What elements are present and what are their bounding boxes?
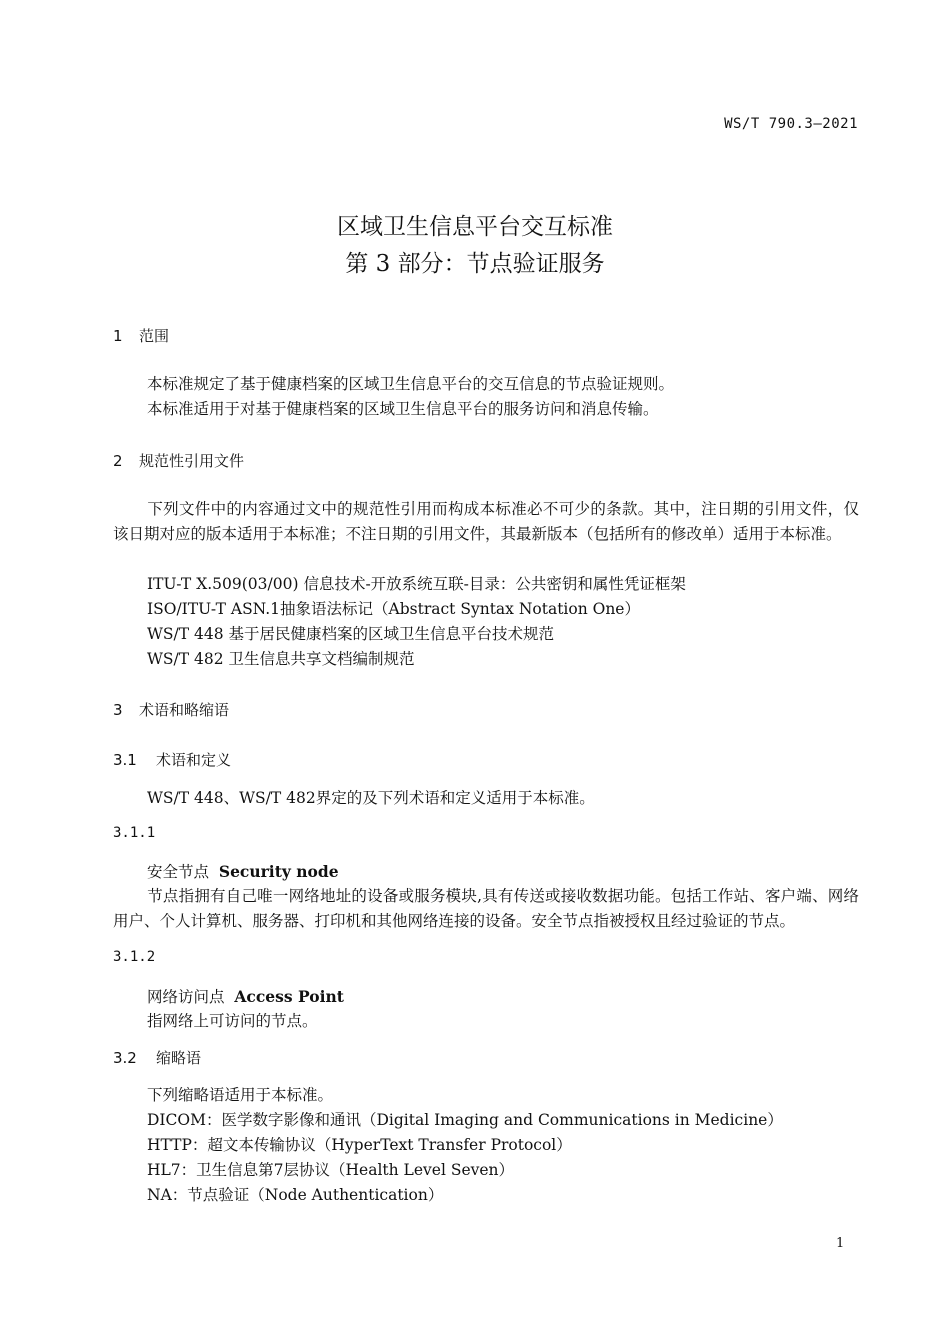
section-number: 3 bbox=[113, 701, 123, 719]
paragraph: 本标准规定了基于健康档案的区域卫生信息平台的交互信息的节点验证规则。 bbox=[147, 375, 675, 393]
reference-item: ISO/ITU-T ASN.1抽象语法标记（Abstract Syntax Notation One） bbox=[147, 600, 640, 618]
term-cn: 安全节点 bbox=[147, 863, 210, 881]
section-number: 2 bbox=[113, 452, 123, 470]
reference-item: WS/T 448 基于居民健康档案的区域卫生信息平台技术规范 bbox=[147, 625, 555, 643]
term-definition: 指网络上可访问的节点。 bbox=[147, 1012, 318, 1030]
term-definition bbox=[113, 884, 859, 934]
page-number: 1 bbox=[836, 1236, 845, 1251]
section-2-heading bbox=[113, 450, 244, 471]
paragraph-text: 下列文件中的内容通过文中的规范性引用而构成本标准必不可少的条款。其中，注日期的引用文件，仅该日期对应的版本适用于本标准；不注日期的引用文件，其最新版本（包括所有的修改单）适用于本标准。 bbox=[113, 500, 859, 543]
term-en: Security node bbox=[218, 862, 339, 881]
term-number: 3.1.2 bbox=[113, 949, 156, 965]
reference-item: WS/T 482 卫生信息共享文档编制规范 bbox=[147, 650, 415, 668]
section-title: 术语和定义 bbox=[156, 751, 232, 769]
definition-text: 节点指拥有自己唯一网络地址的设备或服务模块,具有传送或接收数据功能。包括工作站、客户端、网络用户、个人计算机、服务器、打印机和其他网络连接的设备。安全节点指被授权且经过验证的节点。 bbox=[113, 887, 859, 930]
section-number: 3.1 bbox=[113, 751, 137, 769]
paragraph-references-intro bbox=[113, 497, 859, 547]
standard-id: WS/T 790.3—2021 bbox=[724, 116, 858, 132]
paragraph: 本标准适用于对基于健康档案的区域卫生信息平台的服务访问和消息传输。 bbox=[147, 400, 659, 418]
section-3-heading bbox=[113, 699, 229, 720]
term-heading bbox=[147, 859, 339, 885]
term-en: Access Point bbox=[234, 987, 344, 1006]
abbreviation-item: NA：节点验证（Node Authentication） bbox=[147, 1186, 444, 1204]
term-number: 3.1.1 bbox=[113, 825, 156, 841]
section-title: 范围 bbox=[139, 327, 170, 345]
document-title: 区域卫生信息平台交互标准 bbox=[337, 214, 613, 240]
paragraph: WS/T 448、WS/T 482界定的及下列术语和定义适用于本标准。 bbox=[147, 789, 595, 807]
term-cn: 网络访问点 bbox=[147, 988, 225, 1006]
abbreviation-item: DICOM：医学数字影像和通讯（Digital Imaging and Communications in Medicine） bbox=[147, 1111, 783, 1129]
section-title: 术语和略缩语 bbox=[139, 701, 230, 719]
section-3-2-heading bbox=[113, 1047, 201, 1068]
section-title: 规范性引用文件 bbox=[139, 452, 245, 470]
section-1-heading bbox=[113, 325, 169, 346]
term-heading bbox=[147, 984, 344, 1010]
paragraph: 下列缩略语适用于本标准。 bbox=[147, 1086, 334, 1104]
abbreviation-item: HTTP：超文本传输协议（HyperText Transfer Protocol） bbox=[147, 1136, 572, 1154]
section-number: 1 bbox=[113, 327, 123, 345]
section-title: 缩略语 bbox=[156, 1049, 202, 1067]
reference-item: ITU-T X.509(03/00) 信息技术-开放系统互联-目录：公共密钥和属性凭证框架 bbox=[147, 575, 686, 593]
section-3-1-heading bbox=[113, 749, 231, 770]
section-number: 3.2 bbox=[113, 1049, 137, 1067]
document-subtitle: 第 3 部分：节点验证服务 bbox=[345, 251, 605, 277]
abbreviation-item: HL7：卫生信息第7层协议（Health Level Seven） bbox=[147, 1161, 515, 1179]
